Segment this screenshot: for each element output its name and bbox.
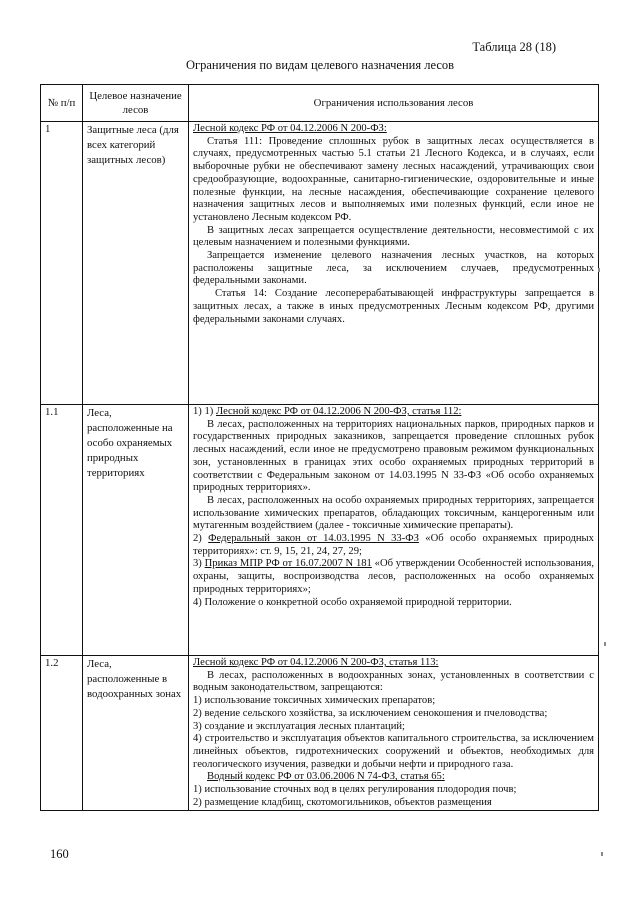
paragraph: В лесах, расположенных в водоохранных зонах, установленных в соответствии с водным законодательством, запрещаются: <box>193 669 594 694</box>
row-restrictions <box>189 405 599 656</box>
row-number: 1.1 <box>41 405 83 656</box>
table-header-row <box>41 85 599 122</box>
scan-mark <box>601 852 603 856</box>
row-number: 1 <box>41 122 83 405</box>
row-restrictions <box>189 122 599 405</box>
list-marker: 1) 1) <box>193 406 214 417</box>
page-number: 160 <box>50 847 69 861</box>
table-number: Таблица 28 (18) <box>472 40 556 54</box>
paragraph: 4) Положение о конкретной особо охраняемой природной территории. <box>193 596 512 608</box>
restrictions-table <box>40 84 599 811</box>
table-row <box>41 405 599 656</box>
row-number: 1.2 <box>41 656 83 811</box>
paragraph: Запрещается изменение целевого назначения лесных участков, на которых расположены защитные леса, за исключением случаев, предусмотренных федеральными законами. <box>193 250 594 287</box>
paragraph: «Об утверждении Особенностей использования, охраны, защиты, воспроизводства лесов, расположенных на особо охраняемых природных территориях»; <box>193 558 594 595</box>
row-purpose: Леса, расположенные на особо охраняемых природных территориях <box>83 405 189 656</box>
table-title: Ограничения по видам целевого назначения лесов <box>185 58 455 72</box>
column-header-num: № п/п <box>41 85 83 122</box>
row-purpose: Защитные леса (для всех категорий защитных лесов) <box>83 122 189 405</box>
list-item: 2) ведение сельского хозяйства, за исключением сенокошения и пчеловодства; <box>193 707 548 719</box>
column-header-restrictions: Ограничения использования лесов <box>189 85 599 122</box>
row-restrictions <box>189 656 599 811</box>
paragraph: Статья 14: Создание лесоперерабатывающей инфраструктуры запрещается в защитных лесах, а также в иных предусмотренных Лесным кодексом РФ, другими федеральными законами случаях. <box>193 288 594 325</box>
table-row <box>41 122 599 405</box>
list-item: 3) создание и эксплуатация лесных плантаций; <box>193 720 405 732</box>
paragraph: «Об особо охраняемых природных территориях»: ст. 9, 15, 21, 24, 27, 29; <box>193 533 594 557</box>
paragraph: В защитных лесах запрещается осуществление деятельности, несовместимой с их целевым назначением и полезными функциями. <box>193 224 594 249</box>
law-reference-link[interactable]: Приказ МПР РФ от 16.07.2007 N 181 <box>204 558 372 570</box>
column-header-purpose: Целевое назначение лесов <box>83 85 189 122</box>
law-reference-link[interactable]: Лесной кодекс РФ от 04.12.2006 N 200-ФЗ, статья 112: <box>215 406 462 417</box>
row-purpose: Леса, расположенные в водоохранных зонах <box>83 656 189 811</box>
list-marker: 3) <box>193 558 202 570</box>
list-item: 2) размещение кладбищ, скотомогильников, объектов размещения <box>193 796 492 808</box>
paragraph: В лесах, расположенных на территориях национальных парков, природных парков и государственных природных заказников, запрещается проведение сплошных рубок лесных насаждений, если иное не предусмотрено правовым режимом функциональных зон, установленных в границах этих особо охраняемых природных территорий в соответствии с Федеральным законом от 14.03.1995 N 33-ФЗ «Об особо охраняемых природных территориях». <box>193 418 594 494</box>
paragraph: Статья 111: Проведение сплошных рубок в защитных лесах осуществляется в случаях, предусмотренных частью 5.1 статьи 21 Лесного Кодекса, и в случаях, если выборочные рубки не обеспечивают замену лесных насаждений, утрачивающих свои средообразующие, водоохранные, санитарно-гигиенические, оздоровительные и иные полезные функции, на лесные насаждения, обеспечивающие сохранение целевого назначения защитных лесов и выполняемых ими полезных функций, если иное не установлено Лесным кодексом РФ. <box>193 135 594 223</box>
scan-mark <box>598 268 600 272</box>
law-reference-link[interactable]: Лесной кодекс РФ от 04.12.2006 N 200-ФЗ, статья 113: <box>193 657 439 668</box>
list-item: 1) использование сточных вод в целях регулирования плодородия почв; <box>193 784 517 796</box>
law-reference-link[interactable]: Водный кодекс РФ от 03.06.2006 N 74-ФЗ, статья 65: <box>207 771 445 783</box>
list-item: 4) строительство и эксплуатация объектов капитального строительства, за исключением линейных объектов, гидротехнических сооружений и объектов, необходимых для геологического изучения, разведки и добычи нефти и природного газа. <box>193 733 594 770</box>
scan-mark <box>604 642 606 646</box>
law-reference-link[interactable]: Федеральный закон от 14.03.1995 N 33-ФЗ <box>208 533 419 545</box>
table-row <box>41 656 599 811</box>
paragraph: В лесах, расположенных на особо охраняемых природных территориях, запрещается использование химических препаратов, обладающих токсичным, канцерогенным или мутагенным воздействием (далее - токсичные химические препараты). <box>193 494 594 532</box>
law-reference-link[interactable]: Лесной кодекс РФ от 04.12.2006 N 200-ФЗ: <box>193 123 387 134</box>
list-item: 1) использование токсичных химических препаратов; <box>193 695 436 707</box>
list-marker: 2) <box>193 533 202 545</box>
